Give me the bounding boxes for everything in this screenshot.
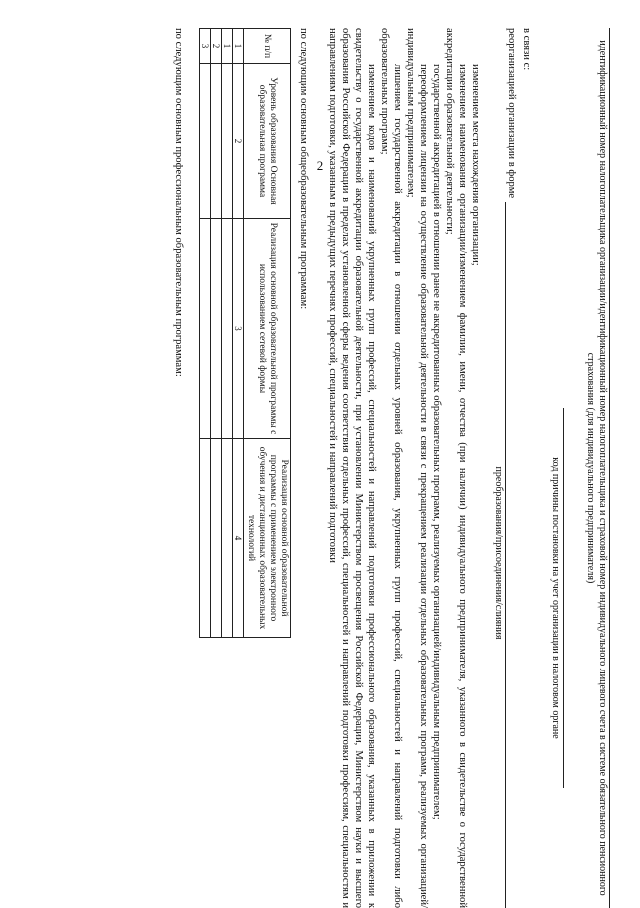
paragraph-accreditation-deprivation: лишением государственной аккредитации в отношении отдельных уровней образования, укрупненных групп профессий, специальностей и направлений подготовки либо образовательных программ; [379, 28, 403, 908]
table-cell [200, 219, 211, 439]
table-cell [200, 439, 211, 638]
rotated-page-content [30, 28, 610, 908]
paragraph-location-change: изменением места нахождения организации; [470, 64, 481, 266]
row-number: 2 [211, 29, 222, 64]
column-number: 3 [233, 219, 244, 439]
paragraph-accreditation: государственной аккредитацией в отношении ранее не аккредитованных образовательных программ, реализуемых организацией/индивидуальным предпринимателем; [431, 64, 442, 820]
paragraph-code-change: изменением кодов и наименований укрупненных групп профессий, специальностей и направлений подготовки профессионального образования, указанных в приложении к свидетельству о государственной аккредитации образовательной деятельности, при установлении Министерством просвещения Российской Федерации, Министерством науки и высшего образования Российской Федерации в пределах установленной сферы ведения соответствия отдельных профессий, специальностей и направлений подготовки профессиям, специальностям и направлениям подготовки, указанным в предыдущих перечнях профессий, специальностей и направлений подготовки [327, 28, 377, 908]
table-column-numbers-row [233, 29, 244, 638]
reorganization-line [505, 28, 518, 908]
table-cell [222, 439, 233, 638]
kpp-caption: код причины постановки на учет организации в налоговом органе [549, 408, 564, 788]
paragraph-name-change: изменением наименования организации/изменением фамилии, имени, отчества (при наличии) индивидуального предпринимателя, указанного в свидетельстве о государственной аккредитации образовательной деятельности; [444, 28, 468, 908]
table-row [200, 29, 211, 638]
table-cell [200, 64, 211, 219]
paragraph-license-reissue: переоформлением лицензии на осуществление образовательной деятельности в связи с прекращением реализации отдельных образовательных программ, реализуемых организацией/индивидуальным предпринимателем; [405, 28, 429, 908]
column-number: 1 [233, 29, 244, 64]
table-cell [222, 219, 233, 439]
row-number: 1 [222, 29, 233, 64]
column-number: 4 [233, 439, 244, 638]
col-header-number: № п/п [244, 29, 291, 64]
programs-table [199, 28, 291, 638]
table-cell [211, 219, 222, 439]
column-number: 2 [233, 64, 244, 219]
row-number: 3 [200, 29, 211, 64]
in-connection-label: в связи с: [521, 28, 532, 71]
col-header-distance-learning: Реализация основной образовательной программы с применением электронного обучения и дистанционных образовательных технологий [244, 439, 291, 638]
table-cell [211, 64, 222, 219]
reorganization-caption: преобразования/присоединения/слияния [493, 466, 504, 640]
table-row [211, 29, 222, 638]
table-row [222, 29, 233, 638]
professional-programs-label: по следующим основным профессиональным образовательным программам: [173, 28, 184, 377]
inn-caption: идентификационный номер налогоплательщика организации/идентификационный номер налогоплательщика и страховой номер индивидуального лицевого счета в системе обязательного пенсионного страхования (для индивидуального предпринимателя) [584, 28, 610, 908]
page-number: 2 [316, 158, 324, 173]
general-programs-label: по следующим основным общеобразовательным программам: [298, 28, 309, 310]
table-cell [222, 64, 233, 219]
table-cell [211, 439, 222, 638]
reorganization-blank [505, 202, 518, 908]
col-header-program: Уровень образования Основная образовательная программа [244, 64, 291, 219]
table-header-row [244, 29, 291, 638]
col-header-network-form: Реализация основной образовательной программы с использованием сетевой формы [244, 219, 291, 439]
reorganization-label: реорганизацией организации в форме [506, 28, 517, 199]
